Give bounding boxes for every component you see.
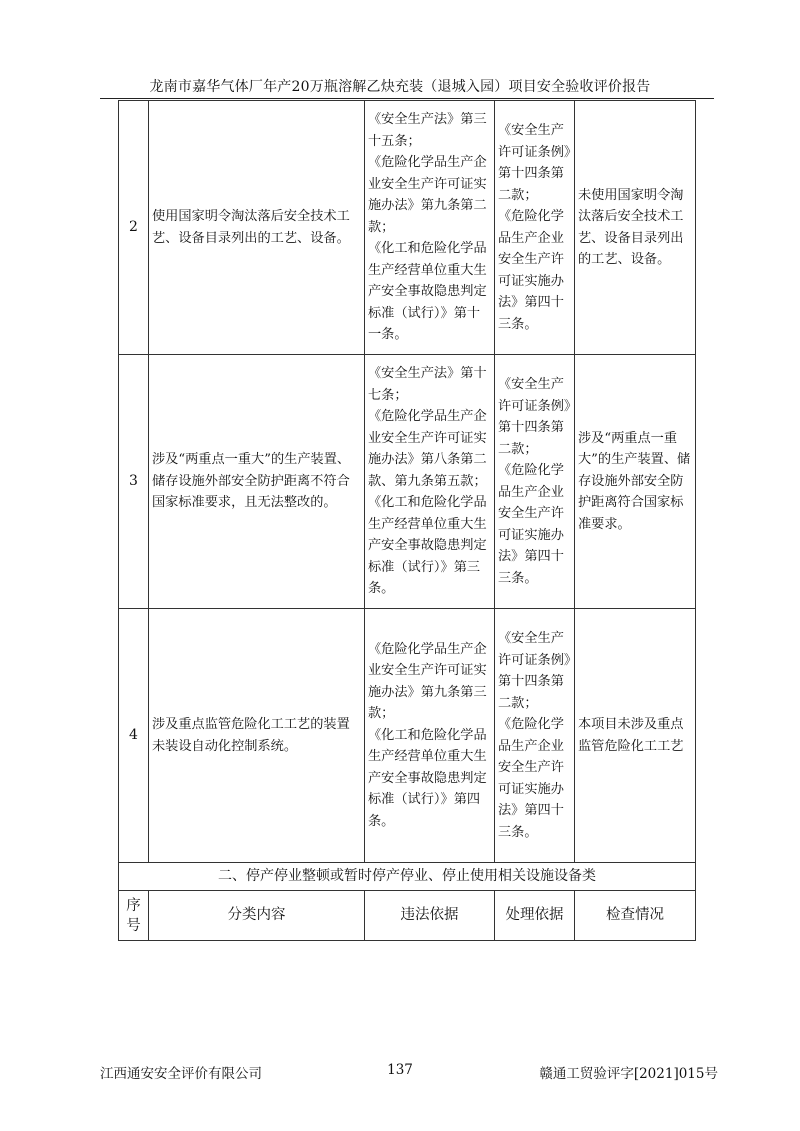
row-number: 4: [119, 609, 149, 863]
section-row: [119, 863, 696, 891]
row-number: 3: [119, 355, 149, 609]
category-content: 涉及“两重点一重大”的生产装置、储存设施外部安全防护距离不符合国家标准要求，且无法整改的。: [149, 355, 365, 609]
column-header-check-result: 检查情况: [575, 891, 696, 941]
check-result: 未使用国家明令淘汰落后安全技术工艺、设备目录列出的工艺、设备。: [575, 101, 696, 355]
report-header-title: 龙南市嘉华气体厂年产20万瓶溶解乙炔充装（退城入园）项目安全验收评价报告: [149, 79, 651, 95]
handling-basis: 《安全生产许可证条例》第十四条第二款； 《危险化学品生产企业安全生产许可证实施办法》第四十三条。: [495, 609, 575, 863]
row-number: 2: [119, 101, 149, 355]
footer-company: 江西通安安全评价有限公司: [100, 1066, 262, 1082]
section-title: 二、停产停业整顿或暂时停产停业、停止使用相关设施设备类: [119, 863, 696, 891]
table-row: [119, 355, 696, 609]
check-result: 涉及“两重点一重大”的生产装置、储存设施外部安全防护距离符合国家标准要求。: [575, 355, 696, 609]
check-result: 本项目未涉及重点监管危险化工工艺: [575, 609, 696, 863]
column-header-violation-basis: 违法依据: [365, 891, 495, 941]
category-content: 涉及重点监管危险化工工艺的装置未装设自动化控制系统。: [149, 609, 365, 863]
table-row: [119, 101, 696, 355]
category-content: 使用国家明令淘汰落后安全技术工艺、设备目录列出的工艺、设备。: [149, 101, 365, 355]
column-header-category: 分类内容: [149, 891, 365, 941]
inspection-table: [118, 100, 696, 941]
violation-basis: 《危险化学品生产企业安全生产许可证实施办法》第九条第三款； 《化工和危险化学品生产经营单位重大生产安全事故隐患判定标准（试行）》第四条。: [365, 609, 495, 863]
column-header-row: [119, 891, 696, 941]
table-row: [119, 609, 696, 863]
handling-basis: 《安全生产许可证条例》第十四条第二款； 《危险化学品生产企业安全生产许可证实施办法》第四十三条。: [495, 101, 575, 355]
column-header-no: 序 号: [119, 891, 149, 941]
violation-basis: 《安全生产法》第十七条； 《危险化学品生产企业安全生产许可证实施办法》第八条第二款、第九条第五款； 《化工和危险化学品生产经营单位重大生产安全事故隐患判定标准（试行）》第三条。: [365, 355, 495, 609]
footer-page-number: 137: [387, 1062, 413, 1078]
header-divider: [100, 98, 714, 99]
violation-basis: 《安全生产法》第三十五条； 《危险化学品生产企业安全生产许可证实施办法》第九条第二款； 《化工和危险化学品生产经营单位重大生产安全事故隐患判定标准（试行）》第十一条。: [365, 101, 495, 355]
footer-doc-code: 赣通工贸验评字[2021]015号: [539, 1066, 718, 1082]
handling-basis: 《安全生产许可证条例》第十四条第二款； 《危险化学品生产企业安全生产许可证实施办法》第四十三条。: [495, 355, 575, 609]
column-header-handling-basis: 处理依据: [495, 891, 575, 941]
